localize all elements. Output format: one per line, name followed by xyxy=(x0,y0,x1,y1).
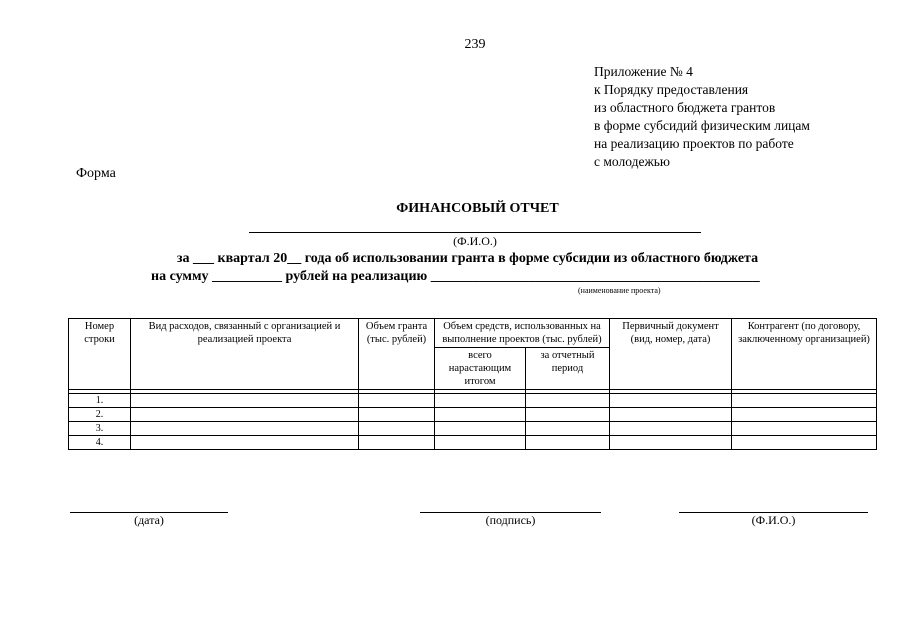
table-cell[interactable] xyxy=(359,422,435,436)
row-number-cell: 2. xyxy=(69,408,131,422)
appendix-line: с молодежью xyxy=(594,154,671,169)
appendix-line: в форме субсидий физическим лицам xyxy=(594,118,810,133)
table-cell[interactable] xyxy=(435,422,526,436)
signature-caption: (подпись) xyxy=(485,513,536,527)
fio-caption: (Ф.И.О.) xyxy=(453,234,497,248)
table-cell[interactable] xyxy=(131,436,359,450)
fio-signature-caption: (Ф.И.О.) xyxy=(751,513,796,527)
row-number-cell: 4. xyxy=(69,436,131,450)
table-cell[interactable] xyxy=(732,436,877,450)
table-cell[interactable] xyxy=(526,408,610,422)
header-counterparty: Контрагент (по договору, заключенному организацией) xyxy=(732,319,877,390)
appendix-line: на реализацию проектов по работе xyxy=(594,136,794,151)
project-caption: (наименование проекта) xyxy=(578,286,661,295)
header-primary-document: Первичный документ (вид, номер, дата) xyxy=(610,319,732,390)
table-cell[interactable] xyxy=(131,408,359,422)
header-cumulative: всего нарастающим итогом xyxy=(435,348,526,390)
table-cell[interactable] xyxy=(732,422,877,436)
appendix-line: Приложение № 4 xyxy=(594,64,693,79)
table-cell[interactable] xyxy=(359,408,435,422)
header-row-number: Номер строки xyxy=(69,319,131,390)
table-cell[interactable] xyxy=(610,408,732,422)
table-cell[interactable] xyxy=(131,394,359,408)
table-cell[interactable] xyxy=(131,422,359,436)
table-cell[interactable] xyxy=(732,394,877,408)
header-period: за отчетный период xyxy=(526,348,610,390)
row-number-cell: 3. xyxy=(69,422,131,436)
table-row xyxy=(69,394,877,408)
table-cell[interactable] xyxy=(610,436,732,450)
header-funds-used: Объем средств, использованных на выполнение проектов (тыс. рублей) xyxy=(435,319,610,348)
report-sentence-line1: за ___ квартал 20__ года об использовании гранта в форме субсидии из областного бюджета xyxy=(176,251,759,266)
header-grant-volume: Объем гранта (тыс. рублей) xyxy=(359,319,435,390)
table-cell[interactable] xyxy=(435,436,526,450)
appendix-block xyxy=(594,63,810,171)
form-label: Форма xyxy=(76,166,116,181)
table-cell[interactable] xyxy=(359,436,435,450)
date-caption: (дата) xyxy=(134,513,164,527)
table-row xyxy=(69,436,877,450)
page-number: 239 xyxy=(464,37,486,52)
fio-input-line[interactable] xyxy=(249,232,701,233)
appendix-line: из областного бюджета грантов xyxy=(594,100,776,115)
report-sentence-line2: на сумму __________ рублей на реализацию _______________________________________________ xyxy=(151,269,760,284)
table-cell[interactable] xyxy=(526,436,610,450)
header-expense-type: Вид расходов, связанный с организацией и реализацией проекта xyxy=(131,319,359,390)
table-cell[interactable] xyxy=(359,394,435,408)
table-cell[interactable] xyxy=(610,422,732,436)
row-number-cell: 1. xyxy=(69,394,131,408)
table-cell[interactable] xyxy=(526,422,610,436)
table-cell[interactable] xyxy=(732,408,877,422)
table-row xyxy=(69,408,877,422)
table-cell[interactable] xyxy=(526,394,610,408)
page-title: ФИНАНСОВЫЙ ОТЧЕТ xyxy=(396,201,559,216)
appendix-line: к Порядку предоставления xyxy=(594,82,749,97)
table-cell[interactable] xyxy=(435,394,526,408)
table-cell[interactable] xyxy=(435,408,526,422)
table-row xyxy=(69,422,877,436)
report-table xyxy=(68,318,877,450)
table-cell[interactable] xyxy=(610,394,732,408)
